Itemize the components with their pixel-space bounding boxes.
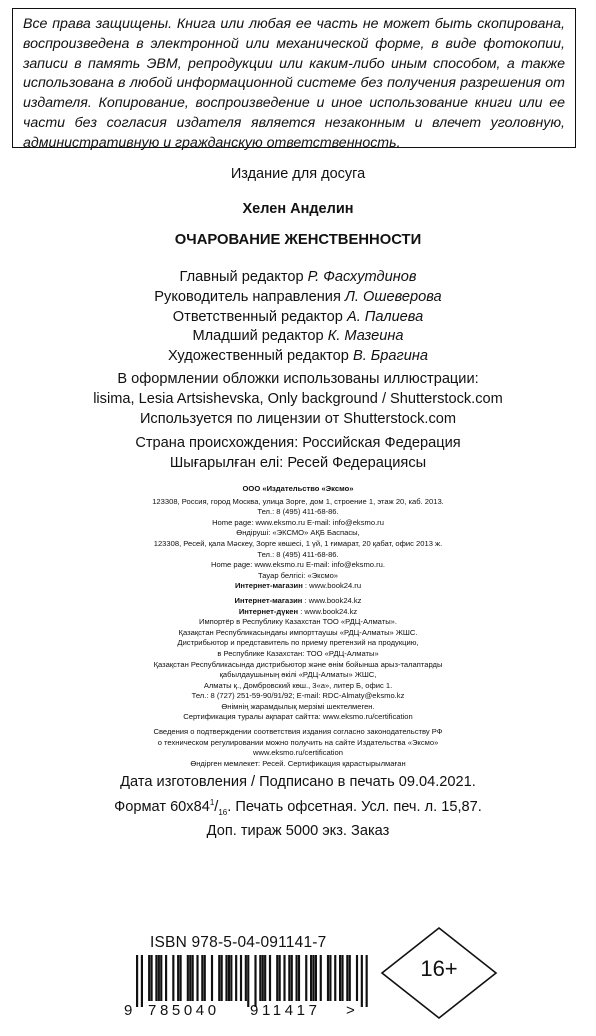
barcode-bar: [310, 955, 312, 1001]
credit-line: Младший редактор К. Мазеина: [192, 328, 404, 345]
barcode-bar: [288, 955, 290, 1001]
illustrations-credit: В оформлении обложки использованы иллюстрации: lisima, Lesia Artsishevska, Only background / Shutterstock.com Используется по лицензии от Shutterstock.com: [93, 371, 503, 427]
barcode-bar: [334, 955, 336, 1001]
credit-line: Ответственный редактор А. Палиева: [172, 308, 424, 325]
barcode-bar: [245, 955, 247, 1001]
publisher-info: ООО «Издательство «Эксмо» 123308, Россия, город Москва, улица Зорге, дом 1, строение 1, этаж 20, каб. 2013. Тел.: 8 (495) 411-68-86. Home page: www.eksmo.ru E-mail: info@eksmo.ru Өндіруші: «ЭКСМО» АҚБ Баспасы, 123308, Ресей, қала Мәскеу, Зорге көшесі, 1 үй, 1 ғимарат, 20 қабат, офис 2013 ж. Тел.: 8 (495) 411-68-86. Home page: www.eksmo.ru E-mail: info@eksmo.ru. Тауар белгісі: «Эксмо» Интернет-магазин : www.book24.ru Интернет-магазин : www.book24.kz Интернет-дүкен : www.book24.kz Импортёр в Республику Казахстан ТОО «РДЦ-Алматы». Қазақстан Республикасындағы импорттаушы «РДЦ-Алматы» ЖШС. Дистрибьютор и представитель по приему претензий на продукцию, в Республике Казахстан: ТОО «РДЦ-Алматы» Қазақстан Республикасында дистрибьютор және өнім бойынша арыз-талаптарды қабылдаушының өкілі «РДЦ-Алматы» ЖШС, Алматы қ., Домбровский көш., 3«а», литер Б, офис 1. Тел.: 8 (727) 251-59-90/91/92; E-mail: RDC-Almaty@eksmo.kz Өнімнің жарамдылық мерзімі шектелмеген. Сертификация туралы ақпарат сайтта: www.eksmo.ru/certification Сведения о подтверждении соответствия издания согласно законодательству РФ о техническом регулировании можно получить на сайте Издательства «Эксмо» www.eksmo.ru/certification Өндірген мемлекет: Ресей. Сертификация қарастырылмаған: [0, 484, 596, 769]
barcode-bar: [262, 955, 264, 1001]
barcode-bar: [366, 955, 368, 1007]
credit-line: Главный редактор Р. Фасхутдинов: [179, 269, 417, 285]
barcode-bar: [235, 955, 237, 1001]
barcode-bar: [180, 955, 182, 1001]
online-shop: Интернет-дүкен : www.book24.kz: [238, 606, 358, 616]
publisher-name: ООО «Издательство «Эксмо»: [242, 484, 354, 493]
isbn: ISBN 978-5-04-091141-7: [150, 934, 327, 951]
barcode-bar: [327, 955, 329, 1001]
barcode-bar: [341, 955, 343, 1001]
barcode-bar: [361, 955, 363, 1007]
barcode-digits-right: 911417: [250, 1002, 321, 1019]
origin-country: Страна происхождения: Российская Федерация Шығарылған елі: Ресей Федерациясы: [135, 435, 461, 471]
barcode-bar: [315, 955, 317, 1001]
barcode-bar: [141, 955, 143, 1007]
online-shop: Интернет-магазин : www.book24.ru: [234, 581, 362, 591]
age-rating: 16+: [420, 956, 458, 981]
barcode: [136, 955, 368, 1007]
edition-type: Издание для досуга: [230, 166, 366, 182]
barcode-bar: [276, 955, 278, 1001]
credit-line: Художественный редактор В. Брагина: [167, 348, 429, 365]
barcode-bar: [177, 955, 179, 1001]
online-shop: Интернет-магазин : www.book24.kz: [234, 595, 362, 605]
barcode-bar: [187, 955, 189, 1001]
book-title: ОЧАРОВАНИЕ ЖЕНСТВЕННОСТИ: [174, 232, 422, 248]
barcode-end-mark: >: [346, 1002, 355, 1019]
barcode-bar: [204, 955, 206, 1001]
barcode-bar: [189, 955, 191, 1001]
credits: [0, 268, 596, 367]
barcode-bar: [349, 955, 351, 1001]
barcode-bar: [356, 955, 358, 1001]
barcode-bar: [329, 955, 331, 1001]
barcode-bar: [155, 955, 157, 1001]
barcode-bar: [158, 955, 160, 1001]
barcode-bar: [269, 955, 271, 1001]
barcode-bar: [283, 955, 285, 1001]
barcode-digit-first: 9: [124, 1002, 133, 1019]
print-date: Дата изготовления / Подписано в печать 09.04.2021.: [120, 774, 476, 790]
barcode-bar: [160, 955, 162, 1001]
barcode-bar: [151, 955, 153, 1001]
barcode-bar: [264, 955, 266, 1001]
barcode-bar: [172, 955, 174, 1001]
print-info: [0, 773, 596, 842]
credit-line: Руководитель направления Л. Ошеверова: [154, 288, 442, 305]
barcode-bar: [196, 955, 198, 1001]
author: Хелен Анделин: [242, 201, 354, 217]
barcode-bar: [339, 955, 341, 1001]
barcode-bar: [259, 955, 261, 1001]
barcode-bar: [148, 955, 150, 1001]
barcode-bar: [279, 955, 281, 1001]
barcode-bar: [320, 955, 322, 1001]
copyright-notice: Все права защищены. Книга или любая ее часть не может быть скопирована, воспроизведена в электронной или механической форме, в виде фотокопии, записи в память ЭВМ, репродукции или каким-либо иным способом, а также использована в любой информационной системе без получения разрешения от издателя. Копирование, воспроизведение и иное использование книги или ее части без согласия издателя является незаконным и влечет уголовную, административную и гражданскую ответственность.: [12, 8, 576, 148]
barcode-bar: [201, 955, 203, 1001]
barcode-bar: [298, 955, 300, 1001]
barcode-bar: [296, 955, 298, 1001]
barcode-bar: [192, 955, 194, 1001]
barcode-bar: [228, 955, 230, 1001]
barcode-bar: [136, 955, 138, 1007]
barcode-bar: [305, 955, 307, 1001]
barcode-bar: [312, 955, 314, 1001]
barcode-bar: [346, 955, 348, 1001]
barcode-bar: [218, 955, 220, 1001]
barcode-digits-left: 785040: [148, 1002, 220, 1019]
barcode-bar: [165, 955, 167, 1001]
barcode-bar: [211, 955, 213, 1001]
barcode-bar: [225, 955, 227, 1001]
barcode-bar: [221, 955, 223, 1001]
barcode-bar: [240, 955, 242, 1001]
barcode-bar: [230, 955, 232, 1001]
barcode-bar: [254, 955, 256, 1007]
barcode-bar: [291, 955, 293, 1001]
barcode-bar: [247, 955, 249, 1007]
circulation: Доп. тираж 5000 экз. Заказ: [206, 823, 390, 840]
print-format: Формат $60x84^1/_{16}$. Печать офсетная. Усл. печ. л. 15,87.: [114, 797, 482, 817]
